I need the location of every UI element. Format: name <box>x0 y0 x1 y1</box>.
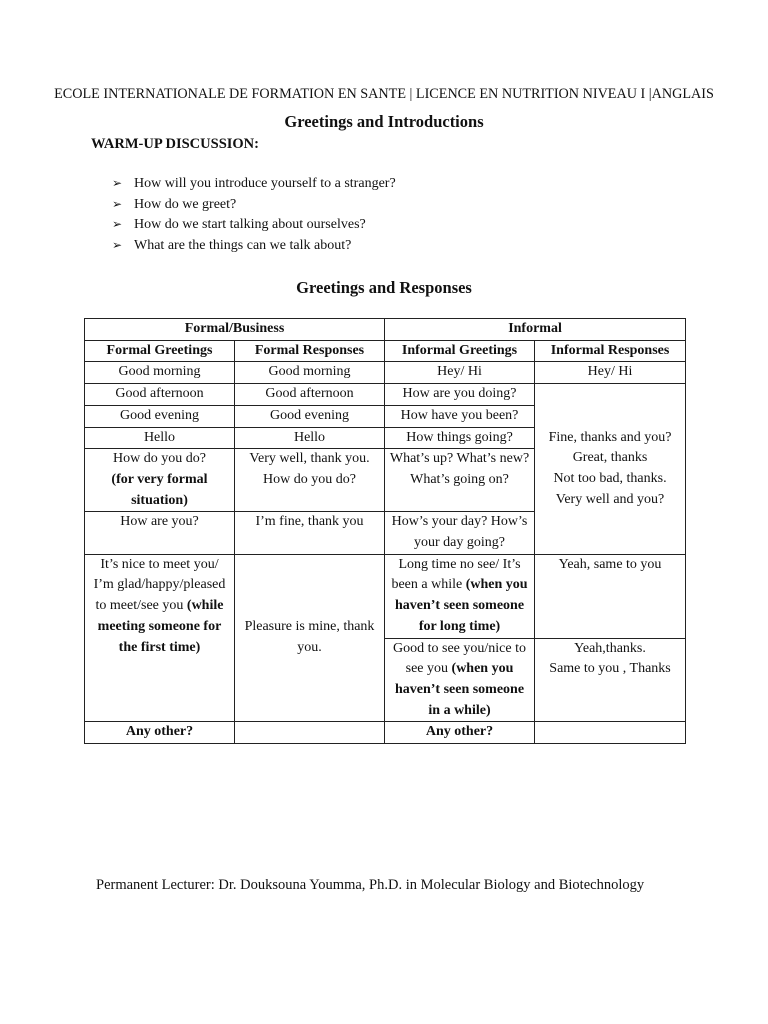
warmup-question-list <box>112 173 396 256</box>
table-row <box>85 340 686 362</box>
table-cell: What’s up? What’s new? What’s going on? <box>385 449 535 512</box>
table-cell: Good morning <box>85 362 235 384</box>
table-cell: How’s your day? How’s your day going? <box>385 512 535 554</box>
table-row <box>85 554 686 638</box>
document-title: Greetings and Introductions <box>284 112 484 131</box>
list-item <box>112 214 396 235</box>
arrow-bullet-icon: ➢ <box>112 217 123 232</box>
warmup-heading: WARM-UP DISCUSSION: <box>91 136 259 152</box>
question-text: What are the things can we talk about? <box>134 238 352 254</box>
response-line: Fine, thanks and you? <box>548 429 672 445</box>
table-cell: How have you been? <box>385 405 535 427</box>
cell-note: (for very formal situation) <box>111 471 208 508</box>
group-header-informal: Informal <box>385 319 686 341</box>
table-row <box>85 319 686 341</box>
list-item <box>112 235 396 256</box>
table-cell <box>235 722 385 744</box>
cell-text: Good to see you/nice to see you <box>393 640 526 677</box>
table-cell: Hey/ Hi <box>385 362 535 384</box>
table-cell: Good evening <box>235 405 385 427</box>
question-text: How do we start talking about ourselves? <box>134 217 366 233</box>
list-item <box>112 194 396 215</box>
arrow-bullet-icon: ➢ <box>112 238 123 253</box>
question-text: How will you introduce yourself to a stranger? <box>134 176 396 191</box>
table-row <box>85 722 686 744</box>
table-cell <box>385 638 535 722</box>
greetings-table <box>84 318 686 744</box>
table-row <box>85 384 686 406</box>
column-header-formal-responses: Formal Responses <box>235 340 385 362</box>
arrow-bullet-icon: ➢ <box>112 176 123 190</box>
merged-informal-response-cell <box>535 384 686 555</box>
response-line: Very well and you? <box>555 491 665 507</box>
table-cell: I’m fine, thank you <box>235 512 385 554</box>
table-cell <box>85 449 235 512</box>
table-cell <box>85 554 235 722</box>
arrow-bullet-icon: ➢ <box>112 196 123 211</box>
table-cell <box>385 554 535 638</box>
table-cell: Hello <box>85 427 235 449</box>
table-cell: How are you doing? <box>385 384 535 406</box>
institution-header: ECOLE INTERNATIONALE DE FORMATION EN SANTE | LICENCE EN NUTRITION NIVEAU I |ANGLAIS <box>54 86 714 102</box>
list-item <box>112 173 396 194</box>
table-cell: Good evening <box>85 405 235 427</box>
response-line: Same to you , Thanks <box>549 661 671 677</box>
table-cell <box>535 638 686 722</box>
column-header-informal-responses: Informal Responses <box>535 340 686 362</box>
cell-note: (while meeting someone for the first time) <box>97 598 224 655</box>
table-cell: Good afternoon <box>85 384 235 406</box>
cell-text: How do you do? <box>113 451 206 467</box>
response-line: Yeah,thanks. <box>574 640 646 656</box>
question-text: How do we greet? <box>134 196 237 212</box>
table-cell: Any other? <box>385 722 535 744</box>
cell-text: It’s nice to meet you/ I’m glad/happy/pleased to meet/see you <box>93 556 226 614</box>
table-cell <box>535 722 686 744</box>
table-cell: Hello <box>235 427 385 449</box>
table-cell: Yeah, same to you <box>535 554 686 638</box>
cell-note: (when you haven’t seen someone in a while) <box>394 661 525 718</box>
group-header-formal: Formal/Business <box>85 319 385 341</box>
cell-note: (when you haven’t seen someone for long time) <box>394 577 528 634</box>
response-line: Great, thanks <box>572 450 648 466</box>
table-cell: Hey/ Hi <box>535 362 686 384</box>
table-cell: Any other? <box>85 722 235 744</box>
table-cell: How things going? <box>385 427 535 449</box>
table-cell: Pleasure is mine, thank you. <box>235 554 385 722</box>
table-cell: Good morning <box>235 362 385 384</box>
table-cell: Good afternoon <box>235 384 385 406</box>
table-row <box>85 362 686 384</box>
column-header-formal-greetings: Formal Greetings <box>85 340 235 362</box>
table-title: Greetings and Responses <box>296 278 472 297</box>
response-line: Not too bad, thanks. <box>553 470 667 486</box>
table-cell: How are you? <box>85 512 235 554</box>
table-cell: Very well, thank you. How do you do? <box>235 449 385 512</box>
column-header-informal-greetings: Informal Greetings <box>385 340 535 362</box>
lecturer-footer: Permanent Lecturer: Dr. Douksouna Youmma, Ph.D. in Molecular Biology and Biotechnology <box>96 877 645 893</box>
cell-text: Long time no see/ It’s been a while <box>391 556 521 593</box>
